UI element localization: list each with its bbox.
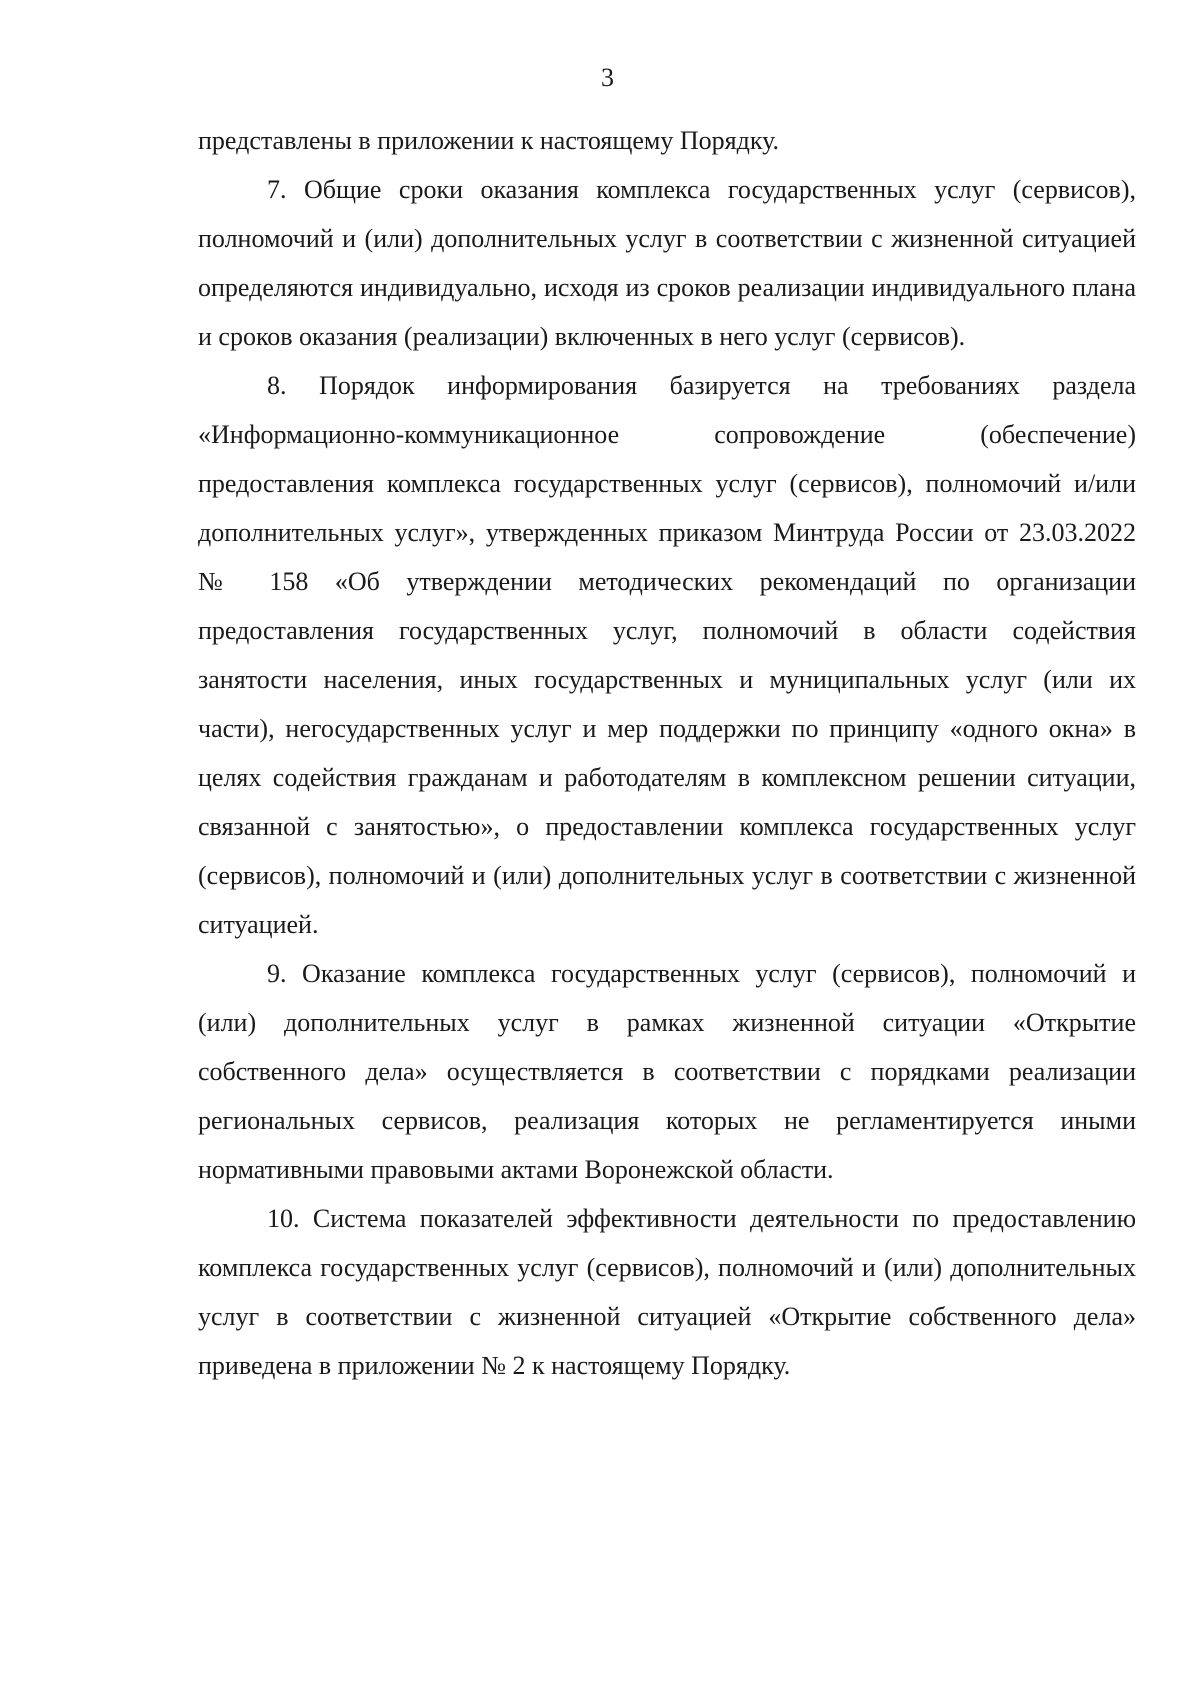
paragraph-item-10: 10. Система показателей эффективности деятельности по предоставлению комплекса государственных услуг (сервисов), полномочий и (или) дополнительных услуг в соответствии с жизненной ситуацией «Открытие собственного дела» приведена в приложении № 2 к настоящему Порядку.	[198, 1204, 1136, 1380]
paragraph-item-9: 9. Оказание комплекса государственных услуг (сервисов), полномочий и (или) дополнительных услуг в рамках жизненной ситуации «Открытие собственного дела» осуществляется в соответствии с порядками реализации региональных сервисов, реализация которых не регламентируется иными нормативными правовыми актами Воронежской области.	[198, 959, 1136, 1184]
paragraph-item-8: 8. Порядок информирования базируется на требованиях раздела «Информационно-коммуникационное сопровождение (обеспечение) предоставления комплекса государственных услуг (сервисов), полномочий и/или дополнительных услуг», утвержденных приказом Минтруда России от 23.03.2022 № 158 «Об утверждении методических рекомендаций по организации предоставления государственных услуг, полномочий в области содействия занятости населения, иных государственных и муниципальных услуг (или их части), негосударственных услуг и мер поддержки по принципу «одного окна» в целях содействия гражданам и работодателям в комплексном решении ситуации, связанной с занятостью», о предоставлении комплекса государственных услуг (сервисов), полномочий и (или) дополнительных услуг в соответствии с жизненной ситуацией.	[198, 371, 1136, 939]
paragraph-item-7: 7. Общие сроки оказания комплекса государственных услуг (сервисов), полномочий и (или) дополнительных услуг в соответствии с жизненной ситуацией определяются индивидуально, исходя из сроков реализации индивидуального плана и сроков оказания (реализации) включенных в него услуг (сервисов).	[198, 175, 1136, 351]
document-body	[198, 116, 1136, 1390]
page-number: 3	[601, 63, 614, 92]
paragraph-continuation: представлены в приложении к настоящему Порядку.	[198, 126, 780, 155]
